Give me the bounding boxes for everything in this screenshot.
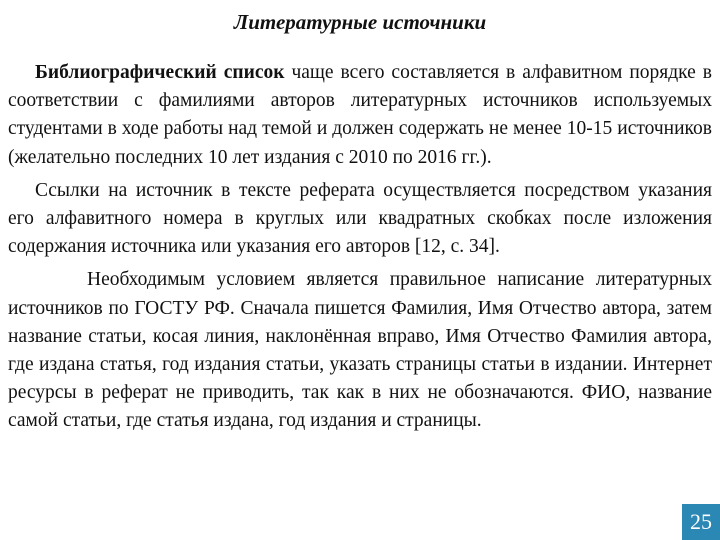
paragraph-bibliography <box>8 59 712 172</box>
paragraph-gost-rules: Необходимым условием является правильное написание литературных источников по ГОСТУ РФ. Сначала пишется Фамилия, Имя Отчество автора, затем название статьи, косая линия, наклонённая вправо, Имя Отчество Фамилия автора, где издана статья, год издания статьи, указать страницы статьи в издании. Интернет ресурсы в реферат не приводить, так как в них не обозначаются. ФИО, название самой статьи, где статья издана, год издания и страницы. <box>8 269 712 432</box>
slide-body <box>8 59 712 441</box>
slide-title: Литературные источники <box>233 10 487 34</box>
bibliography-text: чаще всего составляется в алфавитном порядке в соответствии с фамилиями авторов литературных источников используемых студентами в ходе работы над темой и должен содержать не менее 10-15 источников (желательно последних 10 лет издания с 2010 по 2016 гг.). <box>8 62 712 168</box>
paragraph-references: Ссылки на источник в тексте реферата осуществляется посредством указания его алфавитного номера в круглых или квадратных скобках после изложения содержания источника или указания его авторов [12, с. 34]. <box>8 179 712 258</box>
page-number-badge: 25 <box>682 504 720 540</box>
bibliography-term: Библиографический список <box>35 62 285 83</box>
